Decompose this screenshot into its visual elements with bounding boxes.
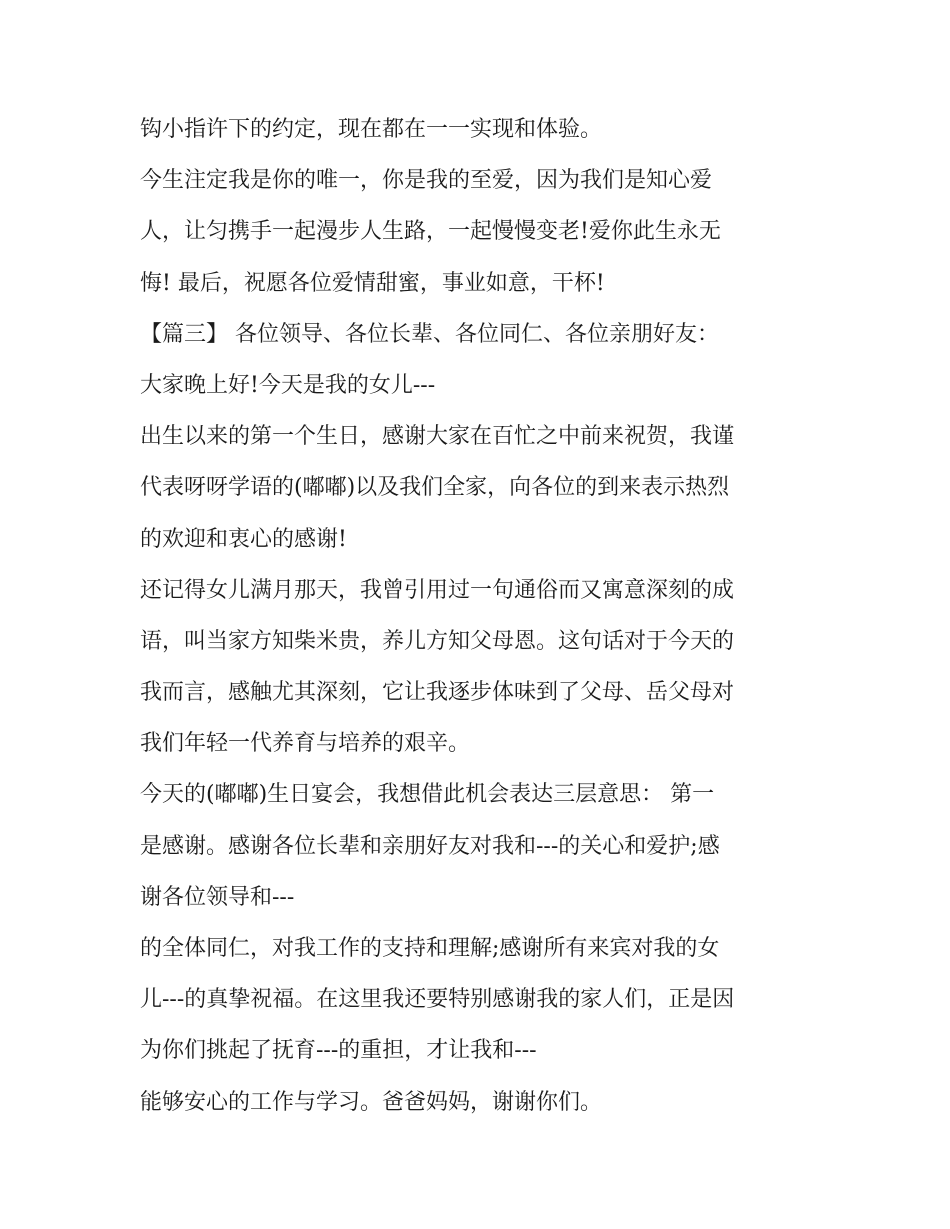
text-line: 大家晚上好!今天是我的女儿--- <box>140 372 436 398</box>
text-line: 代表呀呀学语的(嘟嘟)以及我们全家，向各位的到来表示热烈 <box>140 475 730 501</box>
text-line: 我而言，感触尤其深刻，它让我逐步体味到了父母、岳父母对 <box>140 680 735 706</box>
text-line: 语，叫当家方知柴米贵，养儿方知父母恩。这句话对于今天的 <box>140 628 735 654</box>
text-line: 能够安心的工作与学习。爸爸妈妈，谢谢你们。 <box>140 1089 603 1115</box>
text-line: 的欢迎和衷心的感谢! <box>140 526 347 552</box>
text-line: 钩小指许下的约定，现在都在一一实现和体验。 <box>140 117 603 142</box>
text-line: 儿---的真挚祝福。在这里我还要特别感谢我的家人们，正是因 <box>140 987 735 1013</box>
text-line: 出生以来的第一个生日，感谢大家在百忙之中前来祝贺，我谨 <box>140 424 735 450</box>
text-line: 的全体同仁，对我工作的支持和理解;感谢所有来宾对我的女 <box>140 936 720 961</box>
document-body <box>140 104 830 1128</box>
text-line: 还记得女儿满月那天，我曾引用过一句通俗而又寓意深刻的成 <box>140 577 735 603</box>
text-line: 是感谢。感谢各位长辈和亲朋好友对我和---的关心和爱护;感 <box>140 833 720 859</box>
section-heading-line: 【篇三】 各位领导、各位长辈、各位同仁、各位亲朋好友： <box>140 321 719 347</box>
text-line: 悔! 最后，祝愿各位爱情甜蜜，事业如意，干杯! <box>140 270 605 296</box>
text-line: 谢各位领导和--- <box>140 884 295 910</box>
text-line: 人，让匀携手一起漫步人生路，一起慢慢变老!爱你此生永无 <box>140 219 721 245</box>
text-line: 为你们挑起了抚育---的重担，才让我和--- <box>140 1038 537 1064</box>
text-line: 今天的(嘟嘟)生日宴会，我想借此机会表达三层意思： 第一 <box>140 782 715 808</box>
text-line: 我们年轻一代养育与培养的艰辛。 <box>140 731 471 757</box>
text-line: 今生注定我是你的唯一，你是我的至爱，因为我们是知心爱 <box>140 168 713 194</box>
